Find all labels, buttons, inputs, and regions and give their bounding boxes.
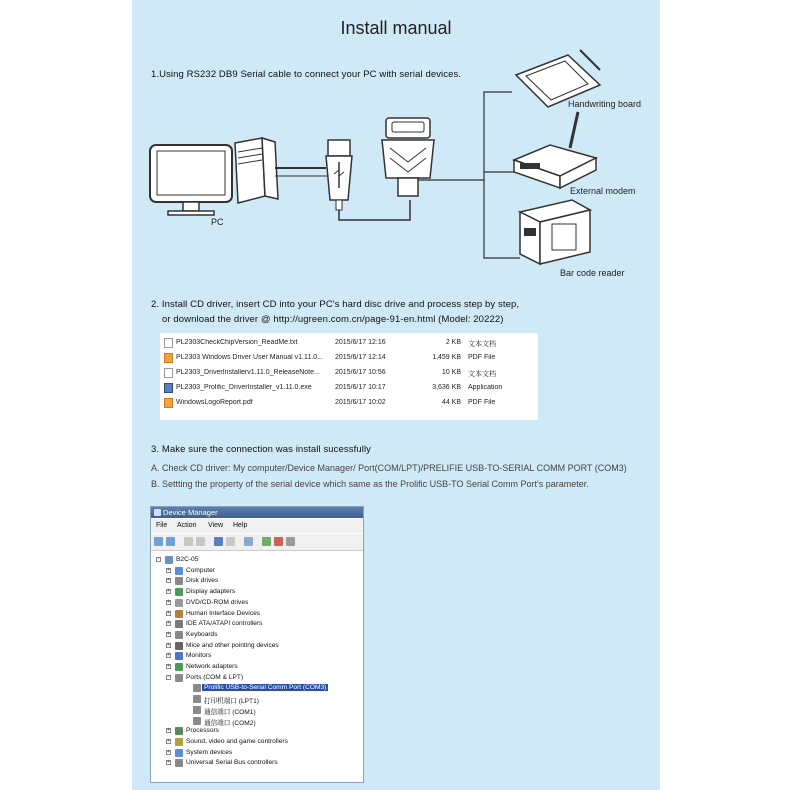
text-file-icon: [164, 368, 173, 378]
file-row[interactable]: [160, 336, 538, 350]
page-title: Install manual: [340, 18, 452, 38]
device-category-icon: [175, 620, 183, 628]
file-name: WindowsLogoReport.pdf: [176, 399, 253, 406]
pc-monitor-icon: [150, 145, 232, 215]
expand-icon[interactable]: +: [167, 759, 170, 766]
back-icon[interactable]: [154, 537, 163, 546]
properties-icon[interactable]: [196, 537, 205, 546]
device-category-icon: [175, 749, 183, 757]
expand-icon[interactable]: +: [167, 630, 170, 637]
device-tree-label: 通信端口 (COM2): [204, 719, 256, 727]
external-modem-label: External modem: [570, 186, 636, 196]
device-tree-label: 通信端口 (COM1): [204, 708, 256, 716]
step2-line2: or download the driver @ http://ugreen.com.cn/page-91-en.html (Model: 20222): [162, 314, 504, 325]
device-category-icon: [175, 727, 183, 735]
barcode-reader-icon: [520, 200, 590, 264]
device-tree-label: DVD/CD-ROM drives: [186, 598, 249, 606]
file-row[interactable]: [160, 396, 538, 410]
device-manager-window: [150, 506, 364, 783]
device-category-icon: [175, 663, 183, 671]
expand-icon[interactable]: +: [167, 609, 170, 616]
device-tree-label: IDE ATA/ATAPI controllers: [186, 620, 263, 628]
file-size: 2 KB: [445, 339, 461, 346]
device-category-icon: [175, 652, 183, 660]
device-tree-label: System devices: [186, 748, 233, 756]
expand-icon[interactable]: +: [167, 748, 170, 755]
device-category-icon: [193, 684, 201, 692]
device-tree-label: Human Interface Devices: [186, 609, 261, 617]
device-category-icon: [175, 642, 183, 650]
file-row[interactable]: [160, 366, 538, 380]
expand-icon[interactable]: +: [167, 577, 170, 584]
file-name: PL2303CheckChipVersion_ReadMe.txt: [176, 339, 298, 346]
device-tree-label: Disk drives: [186, 577, 219, 585]
device-category-icon: [175, 610, 183, 618]
file-name: PL2303_Prolific_DriverInstaller_v1.11.0.exe: [176, 384, 312, 391]
pc-label: PC: [211, 217, 224, 227]
window-title: Device Manager: [163, 508, 218, 517]
device-tree-label: Display adapters: [186, 588, 236, 596]
collapse-icon[interactable]: -: [157, 556, 160, 562]
file-name: PL2303 Windows Driver User Manual v1.11.0...: [176, 354, 323, 361]
expand-icon[interactable]: +: [167, 566, 170, 573]
device-category-icon: [193, 717, 201, 725]
device-category-icon: [193, 706, 201, 714]
step3-item-a: A. Check CD driver: My computer/Device Manager/ Port(COM/LPT)/PRELIFIE USB-TO-SERIAL COMM PORT (COM3): [151, 463, 627, 473]
usb-connector-icon: [326, 140, 352, 210]
device-tree-label: Network adapters: [186, 663, 238, 670]
step3-item-b: B. Settting the property of the serial device which same as the Prolific USB-TO Serial Comm Port's parameter.: [151, 479, 589, 489]
device-category-icon: [193, 695, 201, 703]
expand-icon[interactable]: +: [167, 737, 170, 744]
device-category-icon: [175, 738, 183, 746]
list-icon[interactable]: [226, 537, 235, 546]
external-modem-icon: [514, 112, 596, 188]
device-tree-label: 打印机端口 (LPT1): [204, 698, 259, 706]
device-tree-label: Mice and other pointing devices: [186, 641, 279, 649]
device-tree-label: Universal Serial Bus controllers: [186, 759, 278, 767]
file-date: 2015/6/17 10:02: [335, 399, 386, 406]
file-type: PDF File: [468, 354, 496, 361]
step2-line1: 2. Install CD driver, insert CD into your PC's hard disc drive and process step by step,: [151, 299, 520, 310]
barcode-reader-label: Bar code reader: [560, 268, 625, 278]
device-category-icon: [175, 631, 183, 639]
window-titlebar[interactable]: [151, 507, 363, 518]
update-driver-icon[interactable]: [262, 537, 271, 546]
device-tree-label: Prolific USB-to-Serial Comm Port (COM3): [204, 684, 327, 692]
menu-view[interactable]: View: [208, 522, 224, 529]
file-name: PL2303_DriverInstallerv1.11.0_ReleaseNote...: [176, 369, 320, 376]
device-category-icon: [175, 577, 183, 585]
device-category-icon: [165, 556, 173, 564]
pdf-file-icon: [164, 353, 173, 363]
text-file-icon: [164, 338, 173, 348]
device-tree-label: Processors: [186, 727, 219, 735]
device-tree-label: Keyboards: [186, 630, 218, 638]
device-category-icon: [175, 599, 183, 607]
pc-tower-icon: [235, 138, 278, 203]
device-category-icon: [175, 674, 183, 682]
file-date: 2015/6/17 12:16: [335, 339, 386, 346]
device-category-icon: [175, 759, 183, 767]
file-size: 44 KB: [441, 399, 461, 406]
device-tree: [151, 552, 363, 782]
file-date: 2015/6/17 10:17: [335, 384, 386, 391]
file-date: 2015/6/17 10:56: [335, 369, 386, 376]
expand-icon[interactable]: +: [167, 652, 170, 659]
file-size: 3,636 KB: [432, 384, 461, 391]
step1-text: 1.Using RS232 DB9 Serial cable to connect your PC with serial devices.: [151, 69, 462, 80]
device-manager-icon: [154, 509, 161, 516]
file-type: 文本文档: [468, 341, 496, 348]
expand-icon[interactable]: +: [167, 588, 170, 595]
expand-icon[interactable]: +: [167, 641, 170, 648]
uninstall-icon[interactable]: [274, 537, 283, 546]
file-type: 文本文档: [468, 371, 496, 378]
file-date: 2015/6/17 12:14: [335, 354, 386, 361]
scan-hardware-icon[interactable]: [244, 537, 253, 546]
device-category-icon: [175, 567, 183, 575]
help-icon[interactable]: [214, 537, 223, 546]
toolbar: [151, 534, 363, 551]
pdf-file-icon: [164, 398, 173, 408]
file-type: PDF File: [468, 399, 496, 406]
device-tree-label: Sound, video and game controllers: [186, 737, 288, 745]
step3-heading: 3. Make sure the connection was install sucessfully: [151, 444, 372, 455]
menu-file[interactable]: File: [156, 522, 168, 529]
device-tree-label: Computer: [186, 566, 215, 574]
device-tree-label: B2C-05: [176, 556, 199, 563]
view-icon[interactable]: [184, 537, 193, 546]
expand-icon[interactable]: +: [167, 727, 170, 734]
file-type: Application: [468, 384, 503, 391]
menu-bar: [151, 519, 363, 533]
installer-icon: [164, 383, 173, 393]
handwriting-board-label: Handwriting board: [568, 99, 642, 109]
device-tree-label: Ports (COM & LPT): [186, 673, 244, 681]
forward-icon[interactable]: [166, 537, 175, 546]
expand-icon[interactable]: +: [167, 663, 170, 669]
expand-icon[interactable]: +: [167, 598, 170, 605]
device-tree-label: Monitors: [186, 652, 212, 660]
expand-icon[interactable]: +: [167, 620, 170, 627]
disable-icon[interactable]: [286, 537, 295, 546]
file-row[interactable]: [160, 381, 538, 395]
device-category-icon: [175, 588, 183, 596]
menu-help[interactable]: Help: [233, 522, 248, 529]
db9-connector-icon: [382, 118, 434, 196]
collapse-icon[interactable]: -: [167, 673, 170, 680]
file-size: 10 KB: [441, 369, 461, 376]
file-row[interactable]: [160, 351, 538, 365]
file-size: 1,459 KB: [432, 354, 461, 361]
driver-file-list: [160, 333, 538, 420]
menu-action[interactable]: Action: [177, 522, 197, 529]
